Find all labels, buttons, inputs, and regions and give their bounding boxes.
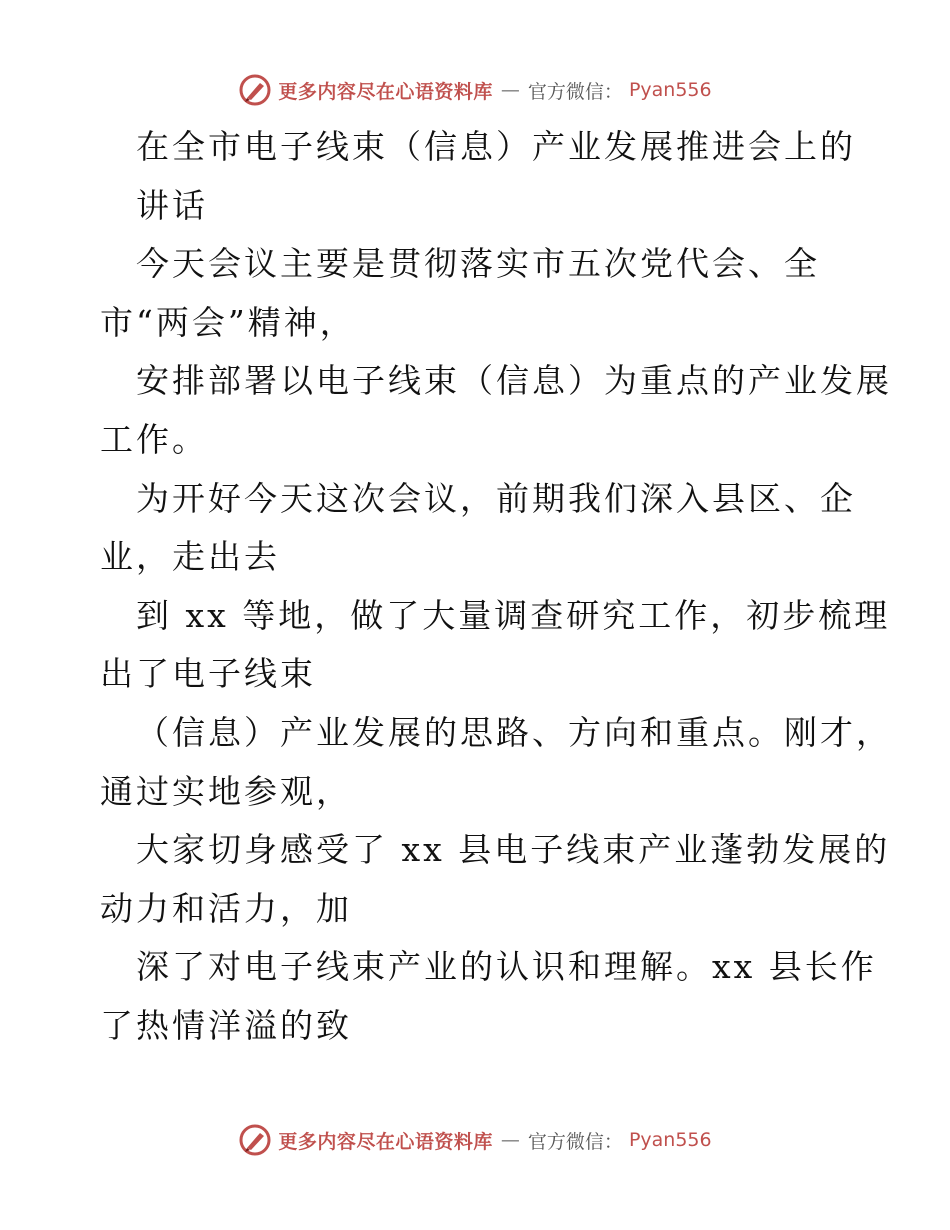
footer-separator: —	[500, 1129, 520, 1151]
paragraph-line: 大家切身感受了 xx 县电子线束产业蓬勃发展的	[136, 830, 891, 870]
pen-logo-icon	[238, 73, 272, 107]
paragraph-line: 出了电子线束	[100, 654, 316, 694]
paragraph-line: 动力和活力，加	[100, 888, 352, 928]
header-wechat-id: Pyan556	[628, 79, 712, 101]
paragraph-line: 工作。	[100, 419, 208, 459]
paragraph-line: 通过实地参观，	[100, 771, 352, 811]
paragraph-line: 为开好今天这次会议，前期我们深入县区、企	[136, 478, 856, 518]
title-line-1: 在全市电子线束（信息）产业发展推进会上的	[136, 127, 856, 166]
paragraph-line: 安排部署以电子线束（信息）为重点的产业发展	[136, 361, 892, 401]
paragraph-line: 到 xx 等地，做了大量调查研究工作，初步梳理	[136, 595, 891, 635]
paragraph-line: （信息）产业发展的思路、方向和重点。刚才，	[136, 712, 892, 752]
paragraph-line: 深了对电子线束产业的认识和理解。xx 县长作	[136, 947, 877, 987]
paragraph-line: 业，走出去	[100, 537, 280, 577]
paragraph-line: 市“两会”精神，	[100, 302, 356, 342]
title-line-2: 讲话	[136, 185, 208, 225]
footer-wechat-id: Pyan556	[628, 1129, 712, 1151]
header-banner	[0, 72, 950, 108]
paragraph-line: 了热情洋溢的致	[100, 1005, 352, 1045]
footer-wechat-label: 官方微信：	[527, 1130, 623, 1153]
footer-brand-text: 更多内容尽在心语资料库	[278, 1130, 493, 1153]
paragraph-line: 今天会议主要是贯彻落实市五次党代会、全	[136, 244, 820, 284]
document-body	[100, 118, 892, 1056]
header-separator: —	[500, 79, 520, 101]
header-wechat-label: 官方微信：	[527, 80, 623, 103]
header-brand-text: 更多内容尽在心语资料库	[278, 80, 493, 103]
footer-banner	[0, 1122, 950, 1158]
pen-logo-icon	[238, 1123, 272, 1157]
